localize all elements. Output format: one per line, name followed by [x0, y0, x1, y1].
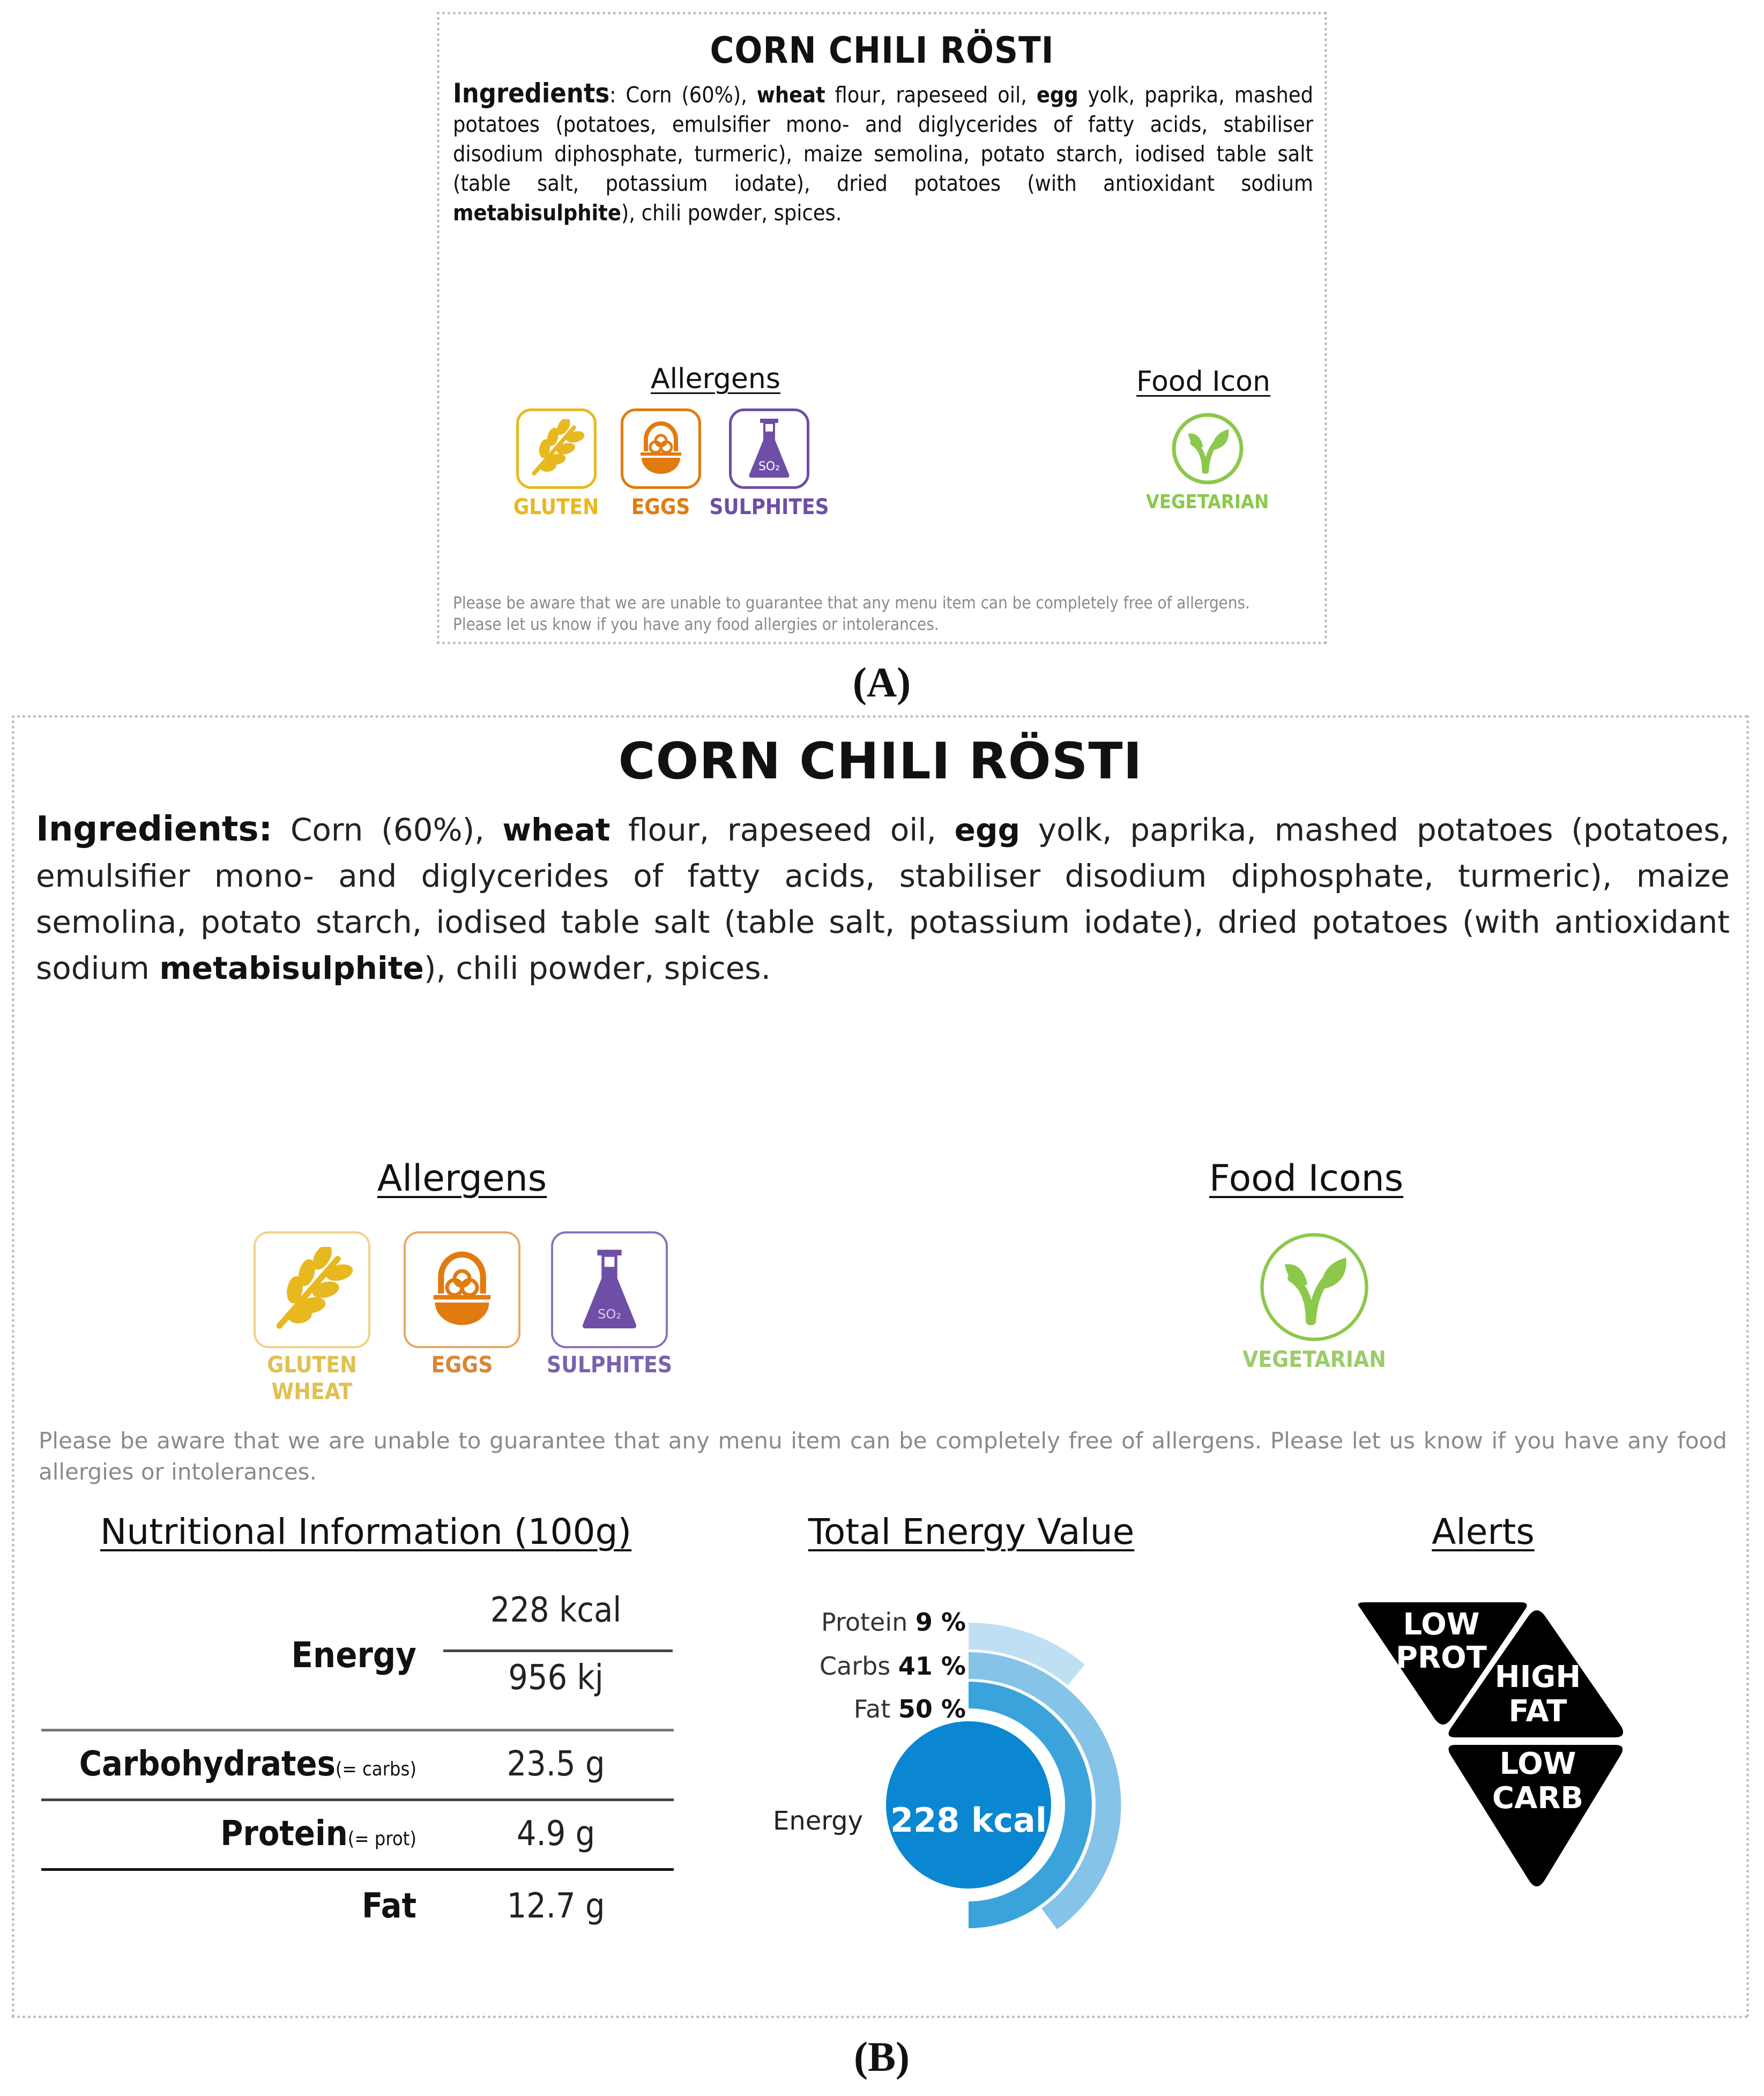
allergen-word-wheat: wheat	[756, 82, 825, 108]
chart-center-value: 228 kcal	[890, 1801, 1047, 1840]
nutrient-note: (= prot)	[347, 1828, 416, 1850]
allergen-label: SULPHITES	[546, 1351, 673, 1378]
chart-label-protein: Protein 9 %	[821, 1608, 966, 1637]
panel-b-food-icons-heading: Food Icons	[1209, 1157, 1404, 1200]
panel-b-allergens-heading: Allergens	[377, 1157, 547, 1200]
allergen-icon-frame	[729, 408, 809, 489]
nutrient-note: (= carbs)	[335, 1758, 416, 1780]
panel-a-allergens-heading: Allergens	[651, 363, 780, 395]
svg-text:PROT: PROT	[1396, 1640, 1487, 1675]
nutrient-value: 23.5 g	[507, 1744, 605, 1784]
egg-basket-icon	[425, 1247, 500, 1333]
egg-basket-icon	[634, 419, 688, 478]
seg: Corn (60%),	[626, 82, 757, 108]
nutrient-value: 4.9 g	[516, 1814, 596, 1854]
table-divider	[41, 1868, 674, 1871]
chart-label-carbs: Carbs 41 %	[819, 1652, 966, 1681]
panel-b-allergen-sulphites	[529, 1231, 690, 1378]
panel-b-food-icon-vegetarian	[1231, 1230, 1397, 1373]
allergen-icon-frame	[516, 408, 597, 489]
nutrient-value: 228 kcal	[490, 1590, 622, 1630]
panel-b-dish-title: CORN CHILI RÖSTI	[618, 732, 1143, 791]
allergen-label: GLUTEN	[513, 495, 599, 519]
panel-a-food-icon-heading: Food Icon	[1136, 366, 1270, 398]
panel-a-allergen-gluten	[507, 408, 606, 520]
nutrition-row-energy	[14, 1592, 679, 1729]
ingredients-label: Ingredients:	[36, 809, 273, 849]
chart-center-label: Energy	[773, 1806, 864, 1836]
nutrient-value: 956 kj	[508, 1658, 604, 1698]
svg-text:SO₂: SO₂	[758, 460, 780, 473]
caption-a: (A)	[852, 659, 911, 705]
caption-b: (B)	[854, 2033, 910, 2080]
allergen-word-egg: egg	[954, 812, 1020, 848]
wheat-icon	[527, 419, 586, 478]
sprout-icon	[1170, 411, 1245, 486]
svg-text:SO₂: SO₂	[598, 1306, 621, 1322]
allergen-label: EGGS	[631, 495, 690, 519]
allergen-word-egg: egg	[1036, 82, 1078, 108]
food-icon-label: VEGETARIAN	[1242, 1346, 1386, 1372]
nutrition-row-protein	[14, 1803, 679, 1868]
chart-label-fat: Fat 50 %	[853, 1694, 966, 1723]
allergen-word-metabisulphite: metabisulphite	[453, 200, 621, 226]
allergen-icon-frame	[254, 1231, 370, 1348]
nutrition-heading: Nutritional Information (100g)	[100, 1511, 632, 1552]
allergen-label: GLUTEN	[267, 1351, 357, 1378]
allergen-label: SULPHITES	[709, 495, 829, 519]
panel-a-label-card	[437, 12, 1327, 644]
panel-b-allergen-eggs	[390, 1231, 534, 1378]
alerts-graphic	[1344, 1586, 1644, 1908]
panel-b-ingredients: Ingredients: Corn (60%), wheat flour, rapeseed oil, egg yolk, paprika, mashed potatoes (potatoes, emulsifier mono- and diglycerides of fatty acids, stabiliser disodium diphosphate, turmeric), maize semolina, potato starch, iodised table salt (table salt, potassium iodate), dried potatoes (with antioxidant sodium metabisulphite), chili powder, spices.	[36, 809, 1730, 986]
panel-a-allergen-sulphites	[708, 408, 831, 520]
allergen-icon-frame	[551, 1231, 668, 1348]
svg-text:CARB: CARB	[1492, 1781, 1584, 1816]
nutrient-label: Protein	[220, 1814, 348, 1854]
svg-text:HIGH: HIGH	[1494, 1660, 1581, 1694]
allergen-icon-frame	[404, 1231, 520, 1348]
allergen-word-wheat: wheat	[502, 812, 611, 848]
energy-radial-chart	[754, 1586, 1183, 1978]
panel-a-dish-title: CORN CHILI RÖSTI	[710, 29, 1054, 72]
svg-text:LOW: LOW	[1499, 1746, 1576, 1781]
svg-text:LOW: LOW	[1403, 1607, 1480, 1642]
panel-b-allergen-gluten	[240, 1231, 384, 1406]
flask-so2-icon	[745, 417, 793, 481]
nutrition-row-fat	[14, 1876, 679, 1940]
alert-low-carb-icon	[1449, 1745, 1623, 1886]
panel-a-ingredients: Ingredients: Corn (60%), wheat flour, rapeseed oil, egg yolk, paprika, mashed potatoes (potatoes, emulsifier mono- and diglycerides of fatty acids, stabiliser disodium diphosphate, turmeric), maize semolina, potato starch, iodised table salt (table salt, potassium iodate), dried potatoes (with antioxidant sodium metabisulphite), chili powder, spices.	[453, 78, 1313, 226]
table-divider	[41, 1798, 674, 1801]
flask-so2-icon	[577, 1244, 642, 1335]
food-icon-label: VEGETARIAN	[1145, 491, 1269, 513]
panel-a-allergen-eggs	[611, 408, 710, 520]
nutrient-label: Carbohydrates	[79, 1744, 336, 1784]
wheat-icon	[269, 1247, 355, 1333]
energy-divider	[443, 1649, 673, 1652]
sprout-icon	[1257, 1230, 1371, 1344]
allergen-icon-frame	[621, 408, 701, 489]
table-divider	[41, 1729, 674, 1731]
panel-a-food-icon-vegetarian	[1136, 411, 1278, 514]
allergen-sublabel: WHEAT	[271, 1378, 353, 1405]
energy-chart-heading: Total Energy Value	[808, 1511, 1135, 1552]
svg-text:FAT: FAT	[1508, 1694, 1567, 1729]
nutrient-value: 12.7 g	[507, 1886, 605, 1926]
nutrient-label: Energy	[291, 1634, 416, 1676]
nutrient-label: Fat	[362, 1886, 416, 1926]
nutrition-row-carbohydrates	[14, 1734, 679, 1798]
alerts-heading: Alerts	[1432, 1511, 1535, 1552]
allergen-label: EGGS	[431, 1351, 493, 1378]
panel-b-disclaimer: Please be aware that we are unable to guarantee that any menu item can be completely free of allergens. Please let us know if you have any food allergies or intolerances.	[39, 1428, 1727, 1485]
allergen-word-metabisulphite: metabisulphite	[159, 950, 424, 986]
panel-b-label-card	[12, 715, 1749, 2018]
panel-a-disclaimer: Please be aware that we are unable to guarantee that any menu item can be completely free of allergens. Please let us know if you have any food allergies or intolerances.	[453, 593, 1250, 634]
ingredients-label: Ingredients	[453, 78, 610, 109]
